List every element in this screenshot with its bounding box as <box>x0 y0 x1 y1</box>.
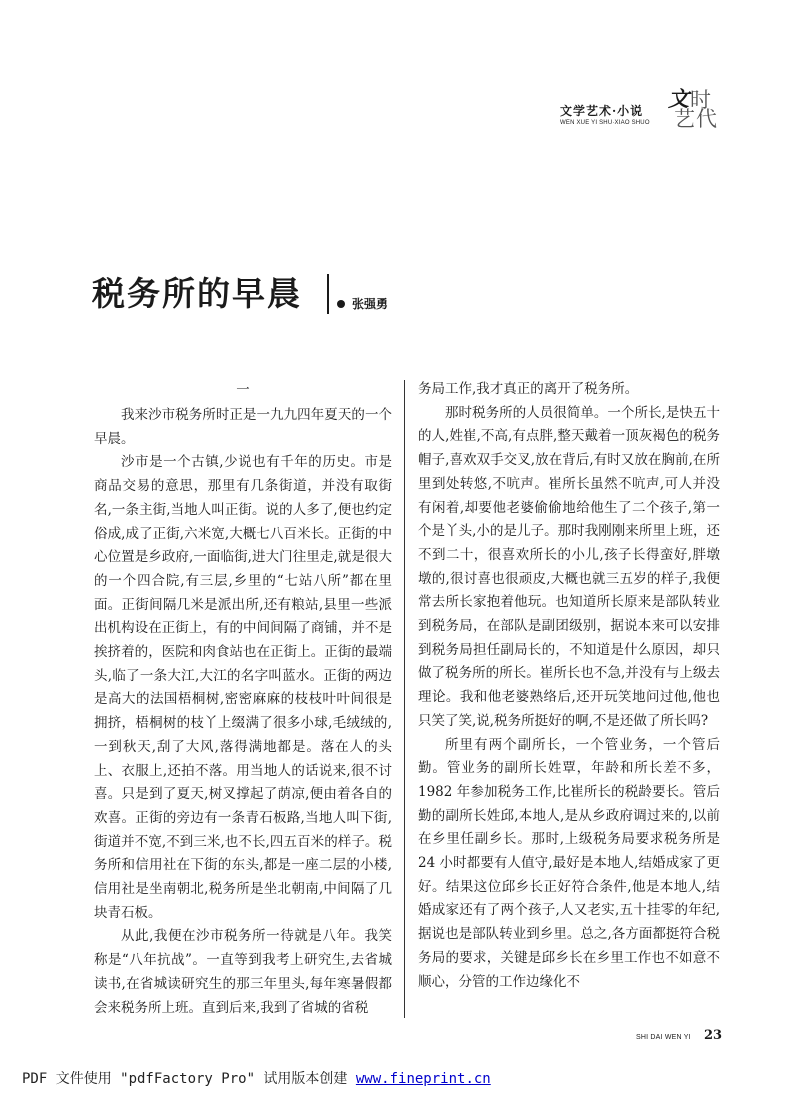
logo-char-2: 时 <box>690 88 711 112</box>
article-title: 税务所的早晨 <box>92 274 302 313</box>
paragraph: 我来沙市税务所时正是一九九四年夏天的一个早晨。 <box>94 407 392 447</box>
logo-char-1: 文 <box>668 86 689 111</box>
article-author: 张强勇 <box>352 297 389 311</box>
section-number: 一 <box>236 382 250 398</box>
title-divider <box>327 274 329 314</box>
section-label: 文学艺术·小说 <box>560 104 644 118</box>
fineprint-link[interactable]: www.fineprint.cn <box>355 1071 491 1087</box>
pdf-creator-note <box>22 1068 491 1088</box>
column-divider <box>404 380 405 1018</box>
right-column <box>418 378 720 994</box>
magazine-footer: SHI DAI WEN YI <box>636 1034 691 1041</box>
logo-char-3: 艺 <box>674 107 695 131</box>
magazine-logo <box>668 88 724 134</box>
paragraph: 所里有两个副所长，一个管业务，一个管后勤。管业务的副所长姓覃，年龄和所长差不多，1982 年参加税务工作,比崔所长的税龄要长。管后勤的副所长姓邱,本地人,是从乡政府调过来的,以前在乡里任副乡长。那时,上级税务局要求税务所是 24 小时都要有人值守,最好是本地人,结婚成家了更好。结果这位邱乡长正好符合条件,他是本地人,结婚成家还有了两个孩子,人又老实,五十挂零的年纪,据说也是部队转业到乡里。总之,各方面都挺符合税务局的要求，关键是邱乡长在乡里工作也不如意不顺心，分管的工作边缘化不 <box>418 736 720 990</box>
section-pinyin: WEN XUE YI SHU·XIAO SHUO <box>560 120 650 126</box>
paragraph: 那时税务所的人员很简单。一个所长,是快五十的人,姓崔,不高,有点胖,整天戴着一顶灰褐色的税务帽子,喜欢双手交叉,放在背后,有时又放在胸前,在所里到处转悠,不吭声。崔所长虽然不吭声,可人并没有闲着,却要他老婆偷偷地给他生了二个孩子,第一个是丫头,小的是儿子。那时我刚刚来所里上班，还不到二十，很喜欢所长的小儿,孩子长得蛮好,胖墩墩的,很讨喜也很顽皮,大概也就三五岁的样子,我便常去所长家抱着他玩。也知道所长原来是部队转业到税务局，在部队是副团级别，据说本来可以安排到税务局担任副局长的，不知道是什么原因，却只做了税务所的所长。崔所长也不急,并没有与上级去理论。我和他老婆熟络后,还开玩笑地问过他,他也只笑了笑,说,税务所挺好的啊,不是还做了所长吗? <box>418 404 720 729</box>
section-header <box>560 88 740 138</box>
paragraph: 从此,我便在沙市税务所一待就是八年。我笑称是“八年抗战”。一直等到我考上研究生,去省城读书,在省城读研究生的那三年里头,每年寒暑假都会来税务所上班。直到后来,我到了省城的省税 <box>94 928 392 1016</box>
author-bullet <box>337 300 345 308</box>
paragraph: 沙市是一个古镇,少说也有千年的历史。市是商品交易的意思，那里有几条街道，并没有取街名,一条主街,当地人叫正街。说的人多了,便也约定俗成,成了正街,六米宽,大概七八百米长。正街的中心位置是乡政府,一面临街,进大门往里走,就是很大的一个四合院,有三层,乡里的“七站八所”都在里面。正街间隔几米是派出所,还有粮站,县里一些派出机构设在正街上，有的中间间隔了商铺，并不是挨挤着的，医院和肉食站也在正街上。正街的最端头,临了一条大江,大江的名字叫蓝水。正街的两边是高大的法国梧桐树,密密麻麻的枝枝叶叶间很是拥挤，梧桐树的枝丫上缀满了很多小球,毛绒绒的,一到秋天,刮了大风,落得满地都是。落在人的头上、衣服上,还拍不落。用当地人的话说来,很不讨喜。只是到了夏天,树叉撑起了荫凉,便由着各自的欢喜。正街的旁边有一条青石板路,当地人叫下街,街道并不宽,不到三米,也不长,四五百米的样子。税务所和信用社在下街的东头,都是一座二层的小楼,信用社是坐南朝北,税务所是坐北朝南,中间隔了几块青石板。 <box>94 454 392 921</box>
logo-char-4: 代 <box>696 107 717 131</box>
paragraph-continuation: 务局工作,我才真正的离开了税务所。 <box>418 381 639 397</box>
page-number: 23 <box>704 1028 723 1043</box>
pdf-note-text: PDF 文件使用 "pdfFactory Pro" 试用版本创建 <box>22 1071 356 1087</box>
left-column <box>94 378 392 1020</box>
